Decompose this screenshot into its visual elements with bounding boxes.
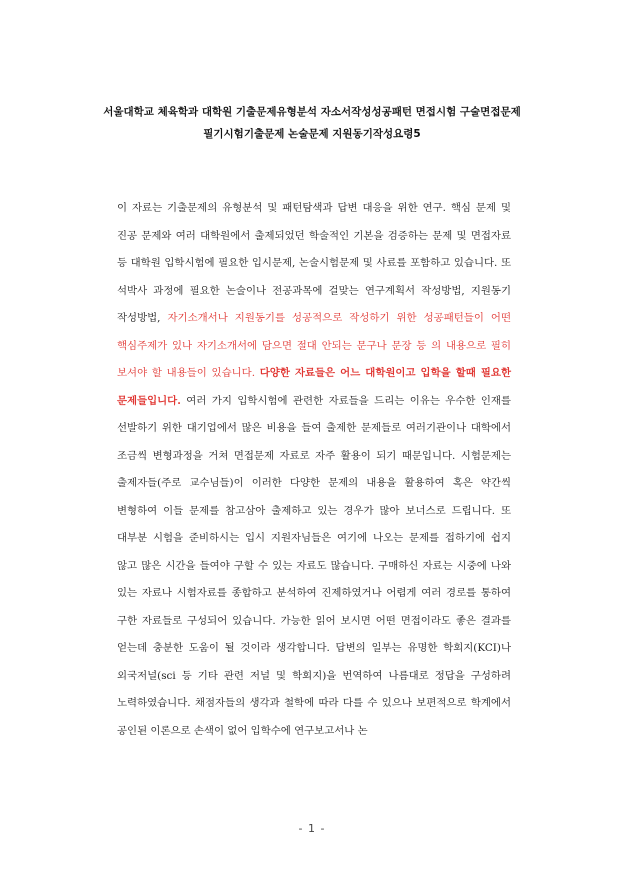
- page-number: - 1 -: [298, 822, 326, 835]
- title-line-1: 서울대학교 체육학과 대학원 기출문제유형분석 자소서작성성공패턴 면접시험 구술면접문제: [103, 106, 521, 118]
- body-text-intro: 이 자료는 기출문제의 유형분석 및 패턴탐색과 답변 대응을 위한 연구. 핵심 문제 및 진공 문제와 여러 대학원에서 출제되었던 학술적인 기본을 검증하는 문제 및 면접자료 등 대학원 입학시험에 필요한 입시문제, 논술시험문제 및 사료를 포함하고 있습니다. 또 석박사 과정에 필요한 논술이나 전공과목에 걸맞는 연구계획서 작성방법, 지원동기 작성방법,: [117, 202, 511, 324]
- body-text-emphasis: 다양한 자료들은 어느 대학원이고 입학을 할때 필요한 문제들입니다.: [117, 367, 511, 407]
- body-paragraph: [117, 195, 511, 745]
- document-title: [40, 101, 584, 145]
- title-line-2: 필기시험기출문제 논술문제 지원동기작성요령5: [203, 128, 421, 140]
- body-text-continuation: 여러 가지 입학시험에 관련한 자료들을 드리는 이유는 우수한 인재를 선발하기 위한 대기업에서 많은 비용을 들여 출제한 문제들로 여러기관이나 대학에서 조금씩 변형과정을 거쳐 면접문제 자료로 자주 활용이 되기 때문입니다. 시험문제는 출제자들(주로 교수님들)이 이러한 다양한 문제의 내용을 활용하여 혹은 약간씩 변형하여 이들 문제를 참고삼아 출제하고 있는 경우가 많아 보너스로 드립니다. 또 대부분 시험을 준비하시는 입시 지원자님들은 여기에 나오는 문제를 접하기에 쉽지 않고 많은 시간을 들여야 구할 수 있는 자료도 많습니다. 구매하신 자료는 시중에 나와 있는 자료나 시험자료를 종합하고 분석하여 진제하였거나 어렵게 여러 경로를 통하여 구한 자료들로 구성되어 있습니다. 가능한 읽어 보시면 어떤 면접이라도 좋은 결과를 얻는데 충분한 도움이 될 것이라 생각합니다. 답변의 일부는 유명한 학회지(KCI)나 외국저널(sci 등 기타 관련 저널 및 학회지)을 번역하여 나름대로 정답을 구성하려 노력하였습니다. 채점자들의 생각과 철학에 따라 다를 수 있으나 보편적으로 학계에서 공인된 이론으로 손색이 없어 입학수에 연구보고서나 논: [117, 394, 511, 737]
- body-text-highlight: 자기소개서나 지원동기를 성공적으로 작성하기 위한 성공패턴들이 어떤 핵심주제가 있나 자기소개서에 담으면 절대 안되는 문구나 문장 등 의 내용으로 필히 보셔야 할 내용들이 있습니다.: [117, 312, 511, 379]
